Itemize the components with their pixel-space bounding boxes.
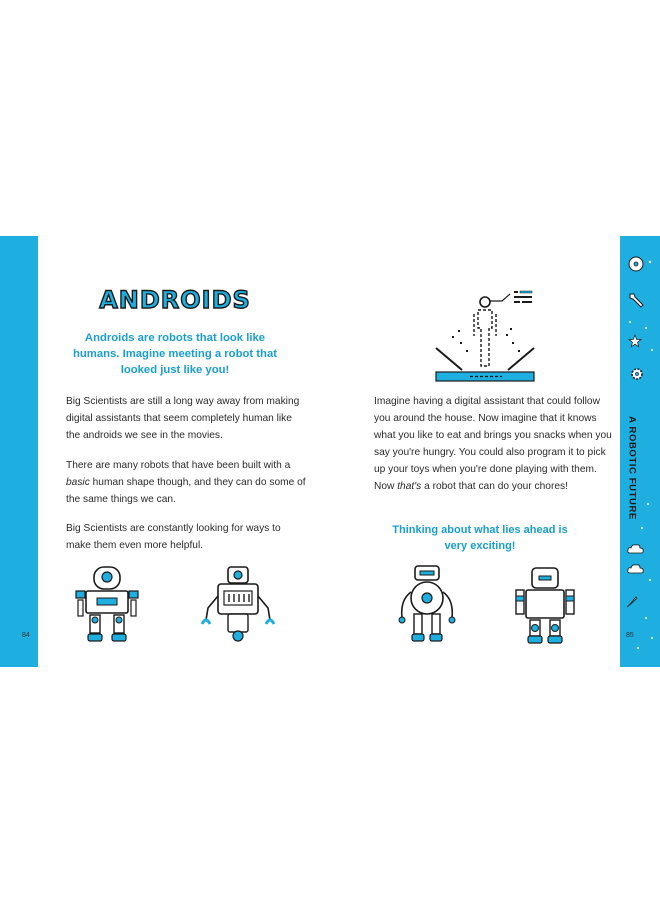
right-edge-bar xyxy=(620,236,660,667)
paragraph-2 xyxy=(66,457,306,508)
paragraph-2-start: There are many robots that have been built with a xyxy=(66,460,291,471)
hologram-android-icon xyxy=(430,286,540,386)
paragraph-2-emphasis: basic xyxy=(66,477,90,488)
paragraph-3: Big Scientists are constantly looking for ways to make them even more helpful. xyxy=(66,523,281,551)
emphasis-text: Thinking about what lies ahead is very exciting! xyxy=(392,524,568,552)
page-number-left: 84 xyxy=(22,632,30,639)
paragraph-1: Big Scientists are still a long way away from making digital assistants that seem completely human like the androids we see in the movies. xyxy=(66,396,300,441)
robot-one-icon xyxy=(72,564,142,644)
robot-three-icon xyxy=(392,562,462,644)
paragraph-2-end: human shape though, and they can do some of the same things we can. xyxy=(66,477,306,505)
paragraph-4-start: Imagine having a digital assistant that could follow you around the house. Now imagine that it knows what you like to eat and brings you snacks when you say you're hungry. You could also program it to pick up your toys when you're done playing with them. Now xyxy=(374,396,612,492)
paragraph-4-emphasis: that's xyxy=(397,481,422,492)
book-spread xyxy=(0,236,660,667)
left-edge-bar xyxy=(0,236,38,667)
paragraph-4-end: a robot that can do your chores! xyxy=(421,481,568,492)
section-label: A ROBOTIC FUTURE xyxy=(626,416,638,520)
page-title: ANDROIDS xyxy=(99,286,251,314)
paragraph-4 xyxy=(374,393,618,495)
robot-two-icon xyxy=(200,562,276,642)
robot-four-icon xyxy=(512,566,578,646)
intro-text: Androids are robots that look like humans. Imagine meeting a robot that looked just like you! xyxy=(73,332,277,376)
page-number-right: 85 xyxy=(626,632,634,639)
